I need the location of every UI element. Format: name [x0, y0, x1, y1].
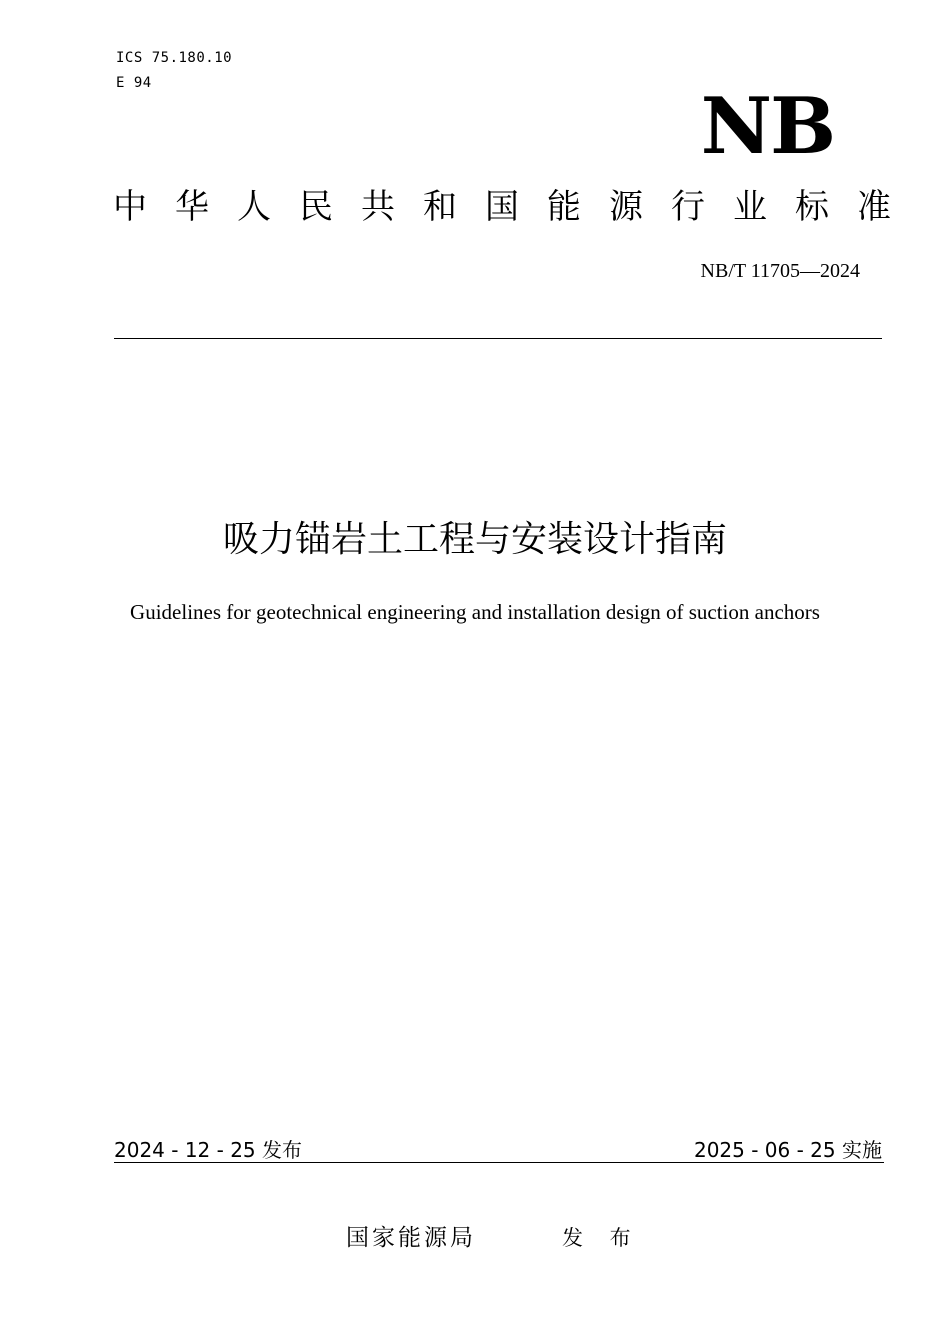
ics-code: ICS 75.180.10	[116, 50, 233, 66]
ccs-code: E 94	[116, 75, 152, 91]
footer-divider	[114, 1162, 884, 1163]
standard-category-name	[112, 185, 892, 229]
standard-name-char: 和	[423, 187, 457, 227]
standard-name-char: 中	[113, 187, 147, 227]
standard-name-char: 准	[857, 187, 891, 227]
header-divider	[114, 338, 882, 339]
issuing-authority: 国家能源局	[346, 1225, 476, 1251]
nb-logo: NB	[700, 81, 834, 172]
standard-name-char: 共	[361, 187, 395, 227]
publish-label: 发 布	[562, 1226, 641, 1250]
issue-date: 2024 - 12 - 25 发布	[114, 1138, 303, 1162]
standard-name-char: 人	[237, 187, 271, 227]
standard-name-char: 华	[175, 187, 209, 227]
standard-name-char: 业	[733, 187, 767, 227]
standard-name-char: 能	[547, 187, 581, 227]
standard-name-char: 标	[795, 187, 829, 227]
standard-name-char: 源	[609, 187, 643, 227]
standard-name-char: 行	[671, 187, 705, 227]
standard-name-char: 国	[485, 187, 519, 227]
standard-number: NB/T 11705—2024	[700, 260, 860, 282]
document-title-english: Guidelines for geotechnical engineering and installation design of suction anchors	[130, 600, 820, 624]
document-title-chinese: 吸力锚岩土工程与安装设计指南	[222, 519, 727, 560]
implementation-date: 2025 - 06 - 25 实施	[693, 1138, 882, 1162]
standard-name-char: 民	[299, 187, 333, 227]
